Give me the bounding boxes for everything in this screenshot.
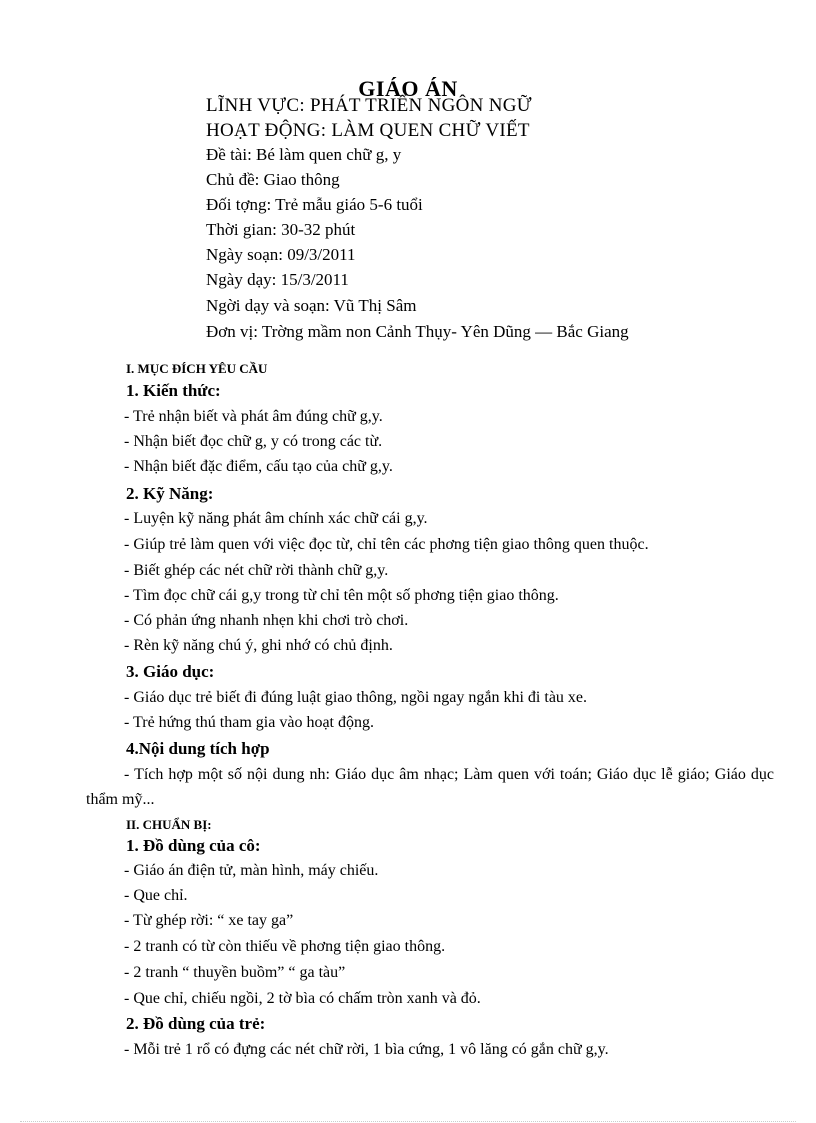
list-item: - Biết ghép các nét chữ rời thành chữ g,y. — [124, 562, 389, 579]
list-item: - Tìm đọc chữ cái g,y trong từ chỉ tên một số phơng tiện giao thông. — [124, 587, 559, 604]
linh-vuc-line: LĨNH VỰC: PHÁT TRIỂN NGÔN NGỮ — [206, 95, 532, 116]
list-item: - 2 tranh “ thuyền buồm” “ ga tàu” — [124, 964, 346, 981]
list-item: - Giáo dục trẻ biết đi đúng luật giao thông, ngồi ngay ngắn khi đi tàu xe. — [124, 689, 588, 706]
subheading-giao-duc: 3. Giáo dục: — [126, 662, 215, 681]
nguoi-day-line: Ngời dạy và soạn: Vũ Thị Sâm — [206, 296, 417, 315]
list-item: - Que chỉ, chiếu ngồi, 2 tờ bìa có chấm tròn xanh và đỏ. — [124, 990, 481, 1007]
list-item: - Trẻ nhận biết và phát âm đúng chữ g,y. — [124, 408, 383, 425]
list-item: - Giúp trẻ làm quen với việc đọc từ, chỉ tên các phơng tiện giao thông quen thuộc. — [124, 536, 649, 553]
page-bottom-rule — [20, 1121, 796, 1122]
list-item: - Que chỉ. — [124, 887, 188, 904]
subheading-noi-dung: 4.Nội dung tích hợp — [126, 739, 270, 758]
list-item: - Từ ghép rời: “ xe tay ga” — [124, 912, 294, 929]
thoi-gian-line: Thời gian: 30-32 phút — [206, 220, 356, 239]
list-item: - Mỗi trẻ 1 rổ có đựng các nét chữ rời, 1 bìa cứng, 1 vô lăng có gắn chữ g,y. — [124, 1041, 609, 1058]
doi-tuong-line: Đối tợng: Trẻ mẫu giáo 5-6 tuổi — [206, 195, 423, 214]
subheading-do-dung-tre: 2. Đồ dùng của trẻ: — [126, 1014, 266, 1033]
list-item: - Giáo án điện tử, màn hình, máy chiếu. — [124, 862, 379, 879]
list-item: - Rèn kỹ năng chú ý, ghi nhớ có chủ định. — [124, 637, 393, 654]
list-item: - Luyện kỹ năng phát âm chính xác chữ cái g,y. — [124, 510, 428, 527]
ngay-day-line: Ngày dạy: 15/3/2011 — [206, 270, 349, 289]
list-item: - 2 tranh có từ còn thiếu về phơng tiện giao thông. — [124, 938, 446, 955]
list-item: - Trẻ hứng thú tham gia vào hoạt động. — [124, 714, 374, 731]
subheading-kien-thuc: 1. Kiến thức: — [126, 381, 221, 400]
de-tai-line: Đề tài: Bé làm quen chữ g, y — [206, 145, 402, 164]
noi-dung-paragraph: - Tích hợp một số nội dung nh: Giáo dục âm nhạc; Làm quen với toán; Giáo dục lễ giáo; Giáo dục thẩm mỹ... — [86, 766, 774, 808]
list-item: - Có phản ứng nhanh nhẹn khi chơi trò chơi. — [124, 612, 409, 629]
section-heading-chuan-bi: II. CHUẨN BỊ: — [126, 817, 212, 832]
section-heading-muc-dich: I. MỤC ĐÍCH YÊU CẦU — [126, 361, 268, 376]
subheading-ky-nang: 2. Kỹ Năng: — [126, 484, 214, 503]
list-item: - Nhận biết đặc điểm, cấu tạo của chữ g,y. — [124, 458, 393, 475]
hoat-dong-line: HOẠT ĐỘNG: LÀM QUEN CHỮ VIẾT — [206, 120, 530, 141]
don-vi-line: Đơn vị: Trờng mầm non Cảnh Thụy- Yên Dũng — Bắc Giang — [206, 322, 629, 341]
document-title: GIÁO ÁN — [358, 76, 458, 101]
chu-de-line: Chủ đề: Giao thông — [206, 170, 340, 189]
ngay-soan-line: Ngày soạn: 09/3/2011 — [206, 245, 356, 264]
subheading-do-dung-co: 1. Đồ dùng của cô: — [126, 836, 261, 855]
list-item: - Nhận biết đọc chữ g, y có trong các từ. — [124, 433, 383, 450]
